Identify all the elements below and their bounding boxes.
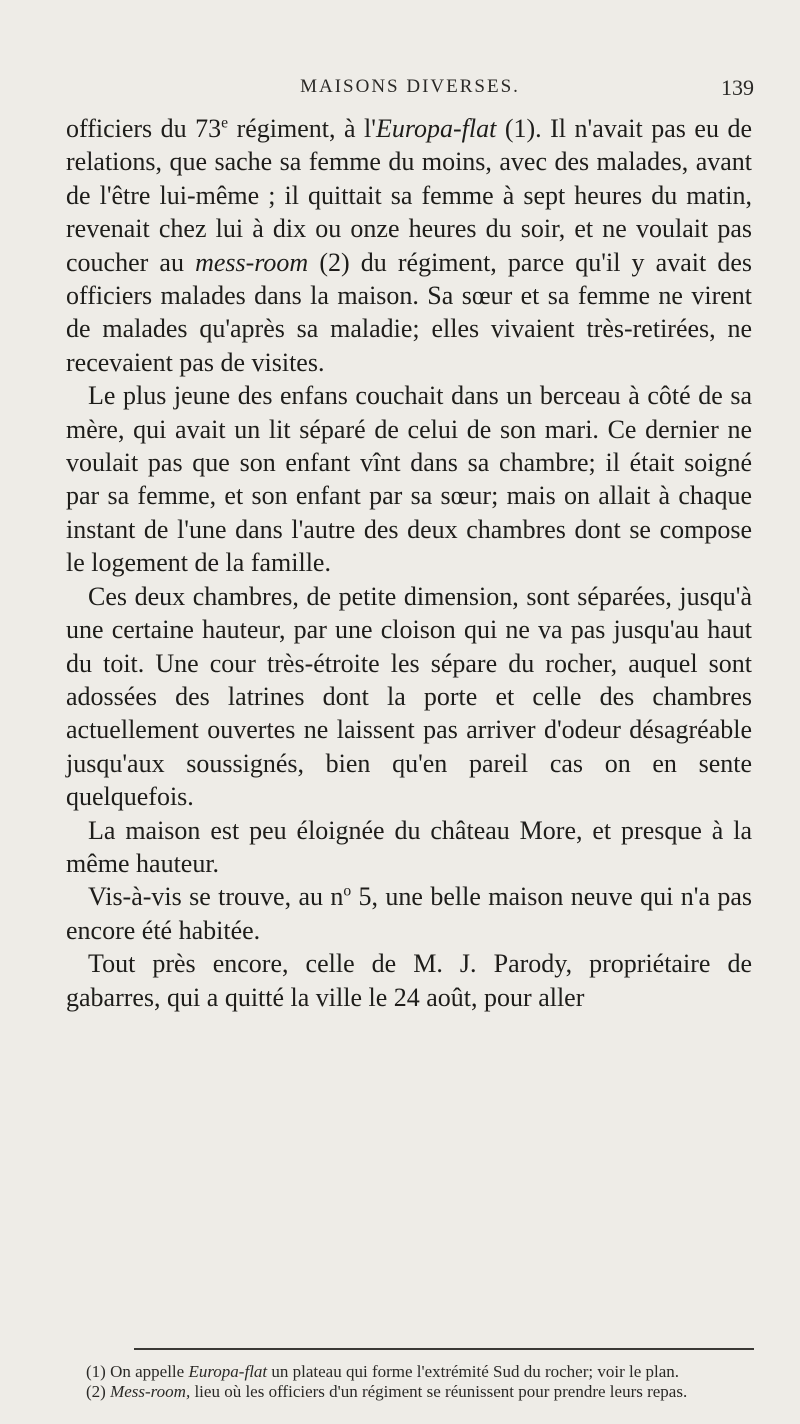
text-span: lieu où les officiers d'un régiment se réunissent pour prendre leurs repas. bbox=[190, 1381, 688, 1401]
body-text bbox=[66, 112, 752, 1014]
paragraph-3: Ces deux chambres, de petite dimension, sont séparées, jusqu'à une certaine hauteur, par une cloison qui ne va pas jusqu'au haut du toit. Une cour très-étroite les sépare du rocher, auquel sont adossées des latrines dont la porte et celle des chambres actuellement ouvertes ne laissent pas arriver d'odeur désagréable jusqu'aux soussignés, bien qu'en pareil cas on en sente quelquefois. bbox=[66, 581, 752, 812]
italic-term: Mess-room, bbox=[110, 1381, 191, 1401]
footnotes bbox=[66, 1362, 754, 1401]
footnote-divider bbox=[134, 1348, 754, 1350]
paragraph-2: Le plus jeune des enfans couchait dans un berceau à côté de sa mère, qui avait un lit séparé de celui de son mari. Ce dernier ne voulait pas que son enfant vînt dans sa chambre; il était soigné par sa femme, et son enfant par sa sœur; mais on allait à chaque instant de l'une dans l'autre des deux chambres dont se compose le logement de la famille. bbox=[66, 381, 752, 578]
text-span: un plateau qui forme l'extrémité Sud du rocher; voir le plan. bbox=[267, 1362, 680, 1381]
italic-term: Europa-flat bbox=[188, 1362, 268, 1381]
paragraph-1 bbox=[66, 112, 752, 379]
text-span: régiment, à l' bbox=[228, 114, 376, 143]
running-title: MAISONS DIVERSES. bbox=[300, 76, 520, 97]
italic-term: Europa-flat bbox=[375, 114, 497, 143]
paragraph-4: La maison est peu éloignée du château More, et presque à la même hauteur. bbox=[66, 815, 752, 878]
page-number: 139 bbox=[721, 75, 754, 100]
superscript: e bbox=[221, 114, 229, 132]
page-header bbox=[66, 76, 754, 106]
text-span: Vis-à-vis se trouve, au n bbox=[88, 882, 344, 912]
footnote-1 bbox=[66, 1362, 754, 1382]
paragraph-5 bbox=[66, 880, 752, 947]
text-span: 5, une belle maison neuve qui n'a pas encore été habitée. bbox=[66, 882, 753, 945]
text-span: (1) On appelle bbox=[86, 1362, 189, 1381]
italic-term: mess-room bbox=[195, 247, 309, 277]
superscript: o bbox=[343, 882, 352, 900]
text-span: officiers du 73 bbox=[66, 114, 222, 143]
text-span: (2) du régiment, parce qu'il y avait des officiers malades dans la maison. Sa sœur et sa femme ne virent de malades qu'après sa maladie; elles vivaient très-retirées, ne recevaient pas de visites. bbox=[66, 247, 752, 377]
text-span: (2) bbox=[86, 1381, 111, 1401]
text-span: (1). Il n'avait pas eu de relations, que sache sa femme du moins, avec des malades, avant de l'être lui-même ; il quittait sa femme à sept heures du matin, revenait chez lui à dix ou onze heures du soir, et ne voulait pas coucher au bbox=[66, 114, 752, 277]
paragraph-6: Tout près encore, celle de M. J. Parody, propriétaire de gabarres, qui a quitté la ville le 24 août, pour aller bbox=[66, 949, 752, 1012]
footnote-2 bbox=[66, 1382, 754, 1402]
